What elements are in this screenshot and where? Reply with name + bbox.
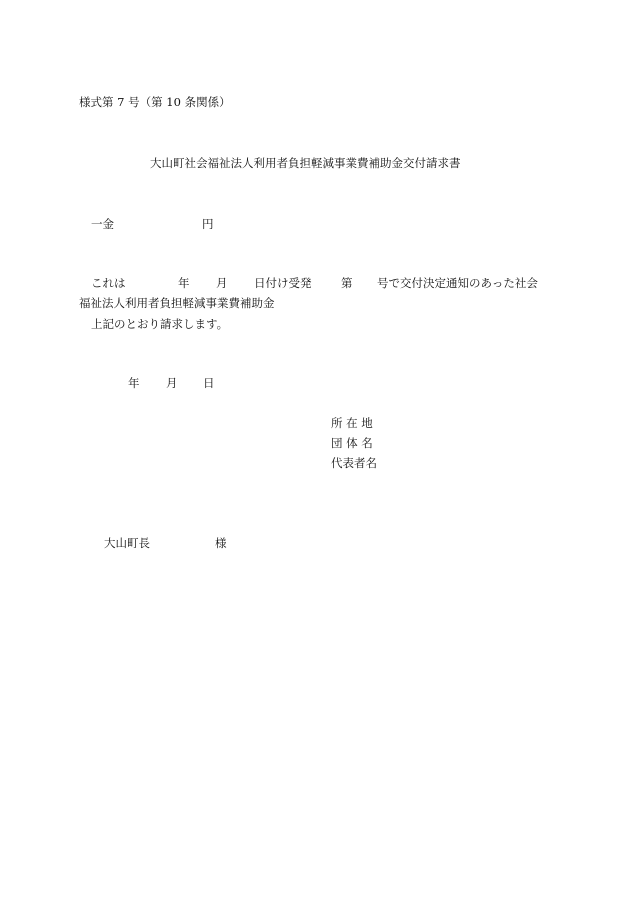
date-month: 月 (166, 376, 178, 390)
addressee-name: 大山町長 (104, 536, 150, 550)
body-line1-tail: 号で交付決定通知のあった社会 (377, 276, 538, 290)
amount-unit: 円 (202, 217, 214, 231)
body-intro: これは (91, 276, 126, 290)
date-year: 年 (128, 376, 140, 390)
body-year: 年 (178, 276, 190, 290)
body-line2: 福祉法人利用者負担軽減事業費補助金 (79, 296, 275, 310)
body-date-received: 日付け受発 (254, 276, 312, 290)
group-name-label: 団 体 名 (331, 436, 373, 450)
address-label: 所 在 地 (331, 416, 373, 430)
body-number-prefix: 第 (341, 276, 353, 290)
addressee-honorific: 様 (215, 536, 227, 550)
document-title: 大山町社会福祉法人利用者負担軽減事業費補助金交付請求書 (150, 156, 461, 170)
body-line3: 上記のとおり請求します。 (91, 317, 229, 331)
date-day: 日 (203, 376, 215, 390)
body-month: 月 (216, 276, 228, 290)
representative-label: 代表者名 (331, 456, 377, 470)
form-number: 様式第 7 号（第 10 条関係） (79, 95, 231, 109)
amount-prefix: 一金 (91, 217, 114, 231)
